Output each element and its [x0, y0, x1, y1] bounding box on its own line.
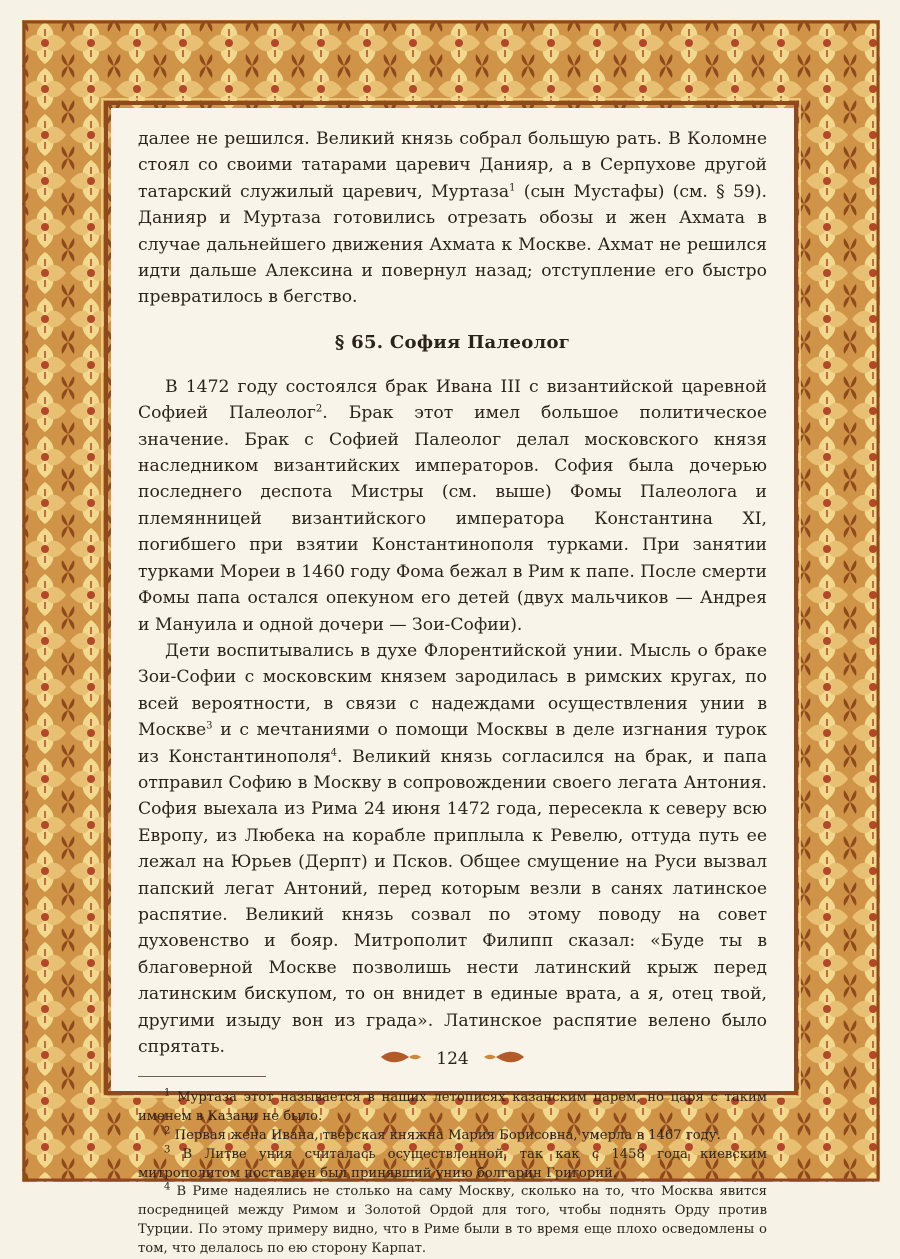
paragraph-2: В 1472 году состоялся брак Ивана III с византийской царевной Софией Палеолог$^2$. Брак этот имел большое политическое значение. Брак с Софией Палеолог делал московского князя наследником византийских императоров. София была дочерью последнего деспота Мистры (см. выше) Фомы Палеолога и племянницей византийского императора Константина XI, погибшего при взятии Константинополя турками. При занятии турками Мореи в 1460 году Фома бежал в Рим к папе. После смерти Фомы папа остался опекуном его детей (двух мальчиков — Андрея и Мануила и одной дочери — Зои-Софии). [138, 376, 767, 635]
footnote: $^4$ В Риме надеялись не столько на саму Москву, сколько на то, что Москва явится посредницей между Римом и Золотой Ордой для того, чтобы поднять Орду против Турции. По этому примеру видно, что в Риме были в то время еще плохо осведомлены о том, что делалось по ею сторону Карпат. [138, 1182, 767, 1256]
paragraph-1: далее не решился. Великий князь собрал большую рать. В Коломне стоял со своими татарами царевич Данияр, а в Серпухове другой татарский служилый царевич, Муртаза$^1$ (сын Мустафы) (см. § 59). Данияр и Муртаза готовились отрезать обозы и жен Ахмата в случае дальнейшего движения Ахмата к Москве. Ахмат не решился идти дальше Алексина и повернул назад; отступление его быстро превратилось в бегство. [138, 129, 767, 308]
paragraph-3: Дети воспитывались в духе Флорентийской унии. Мысль о браке Зои-Софии с московским князем зародилась в римских кругах, по всей вероятности, в связи с надеждами осуществления унии в Москве$^3$ и с мечтаниями о помощи Москвы в деле изгнания турок из Константинополя$^4$. Великий князь согласился на брак, и папа отправил Софию в Москву в сопровождении своего легата Антония. София выехала из Рима 24 июня 1472 года, пересекла к северу всю Европу, из Любека на корабле приплыла к Ревелю, оттуда путь ее лежал на Юрьев (Дерпт) и Псков. Общее смущение на Руси вызвал папский легат Антоний, перед которым везли в санях латинское распятие. Великий князь созвал по этому поводу на совет духовенство и бояр. Митрополит Филипп сказал: «Буде ты в благоверной Москве позволишь нести латинский крыж перед латинским бискупом, то он внидет в единые врата, а я, отец твой, другими изыду вон из града». Латинское распятие велено было спрятать. [138, 640, 767, 1057]
flourish-right-icon [482, 1050, 526, 1064]
footnote: $^1$ Муртаза этот называется в наших летописях казанским царем, но царя с таким именем в Казани не было. [138, 1088, 767, 1125]
text-block [111, 108, 794, 1256]
footnote: $^2$ Первая жена Ивана, тверская княжна Мария Борисовна, умерла в 1467 году. [164, 1125, 721, 1143]
footnote: $^3$ В Литве уния считалась осуществленной, так как с 1458 года киевским митрополитом поставлен был принявший унию болгарин Григорий. [138, 1144, 767, 1181]
footnote-divider [138, 1076, 266, 1077]
page-number: 124 [436, 1049, 469, 1069]
flourish-left-icon [379, 1050, 423, 1064]
page-number-area [111, 1049, 794, 1069]
section-heading: § 65. София Палеолог [334, 331, 571, 353]
